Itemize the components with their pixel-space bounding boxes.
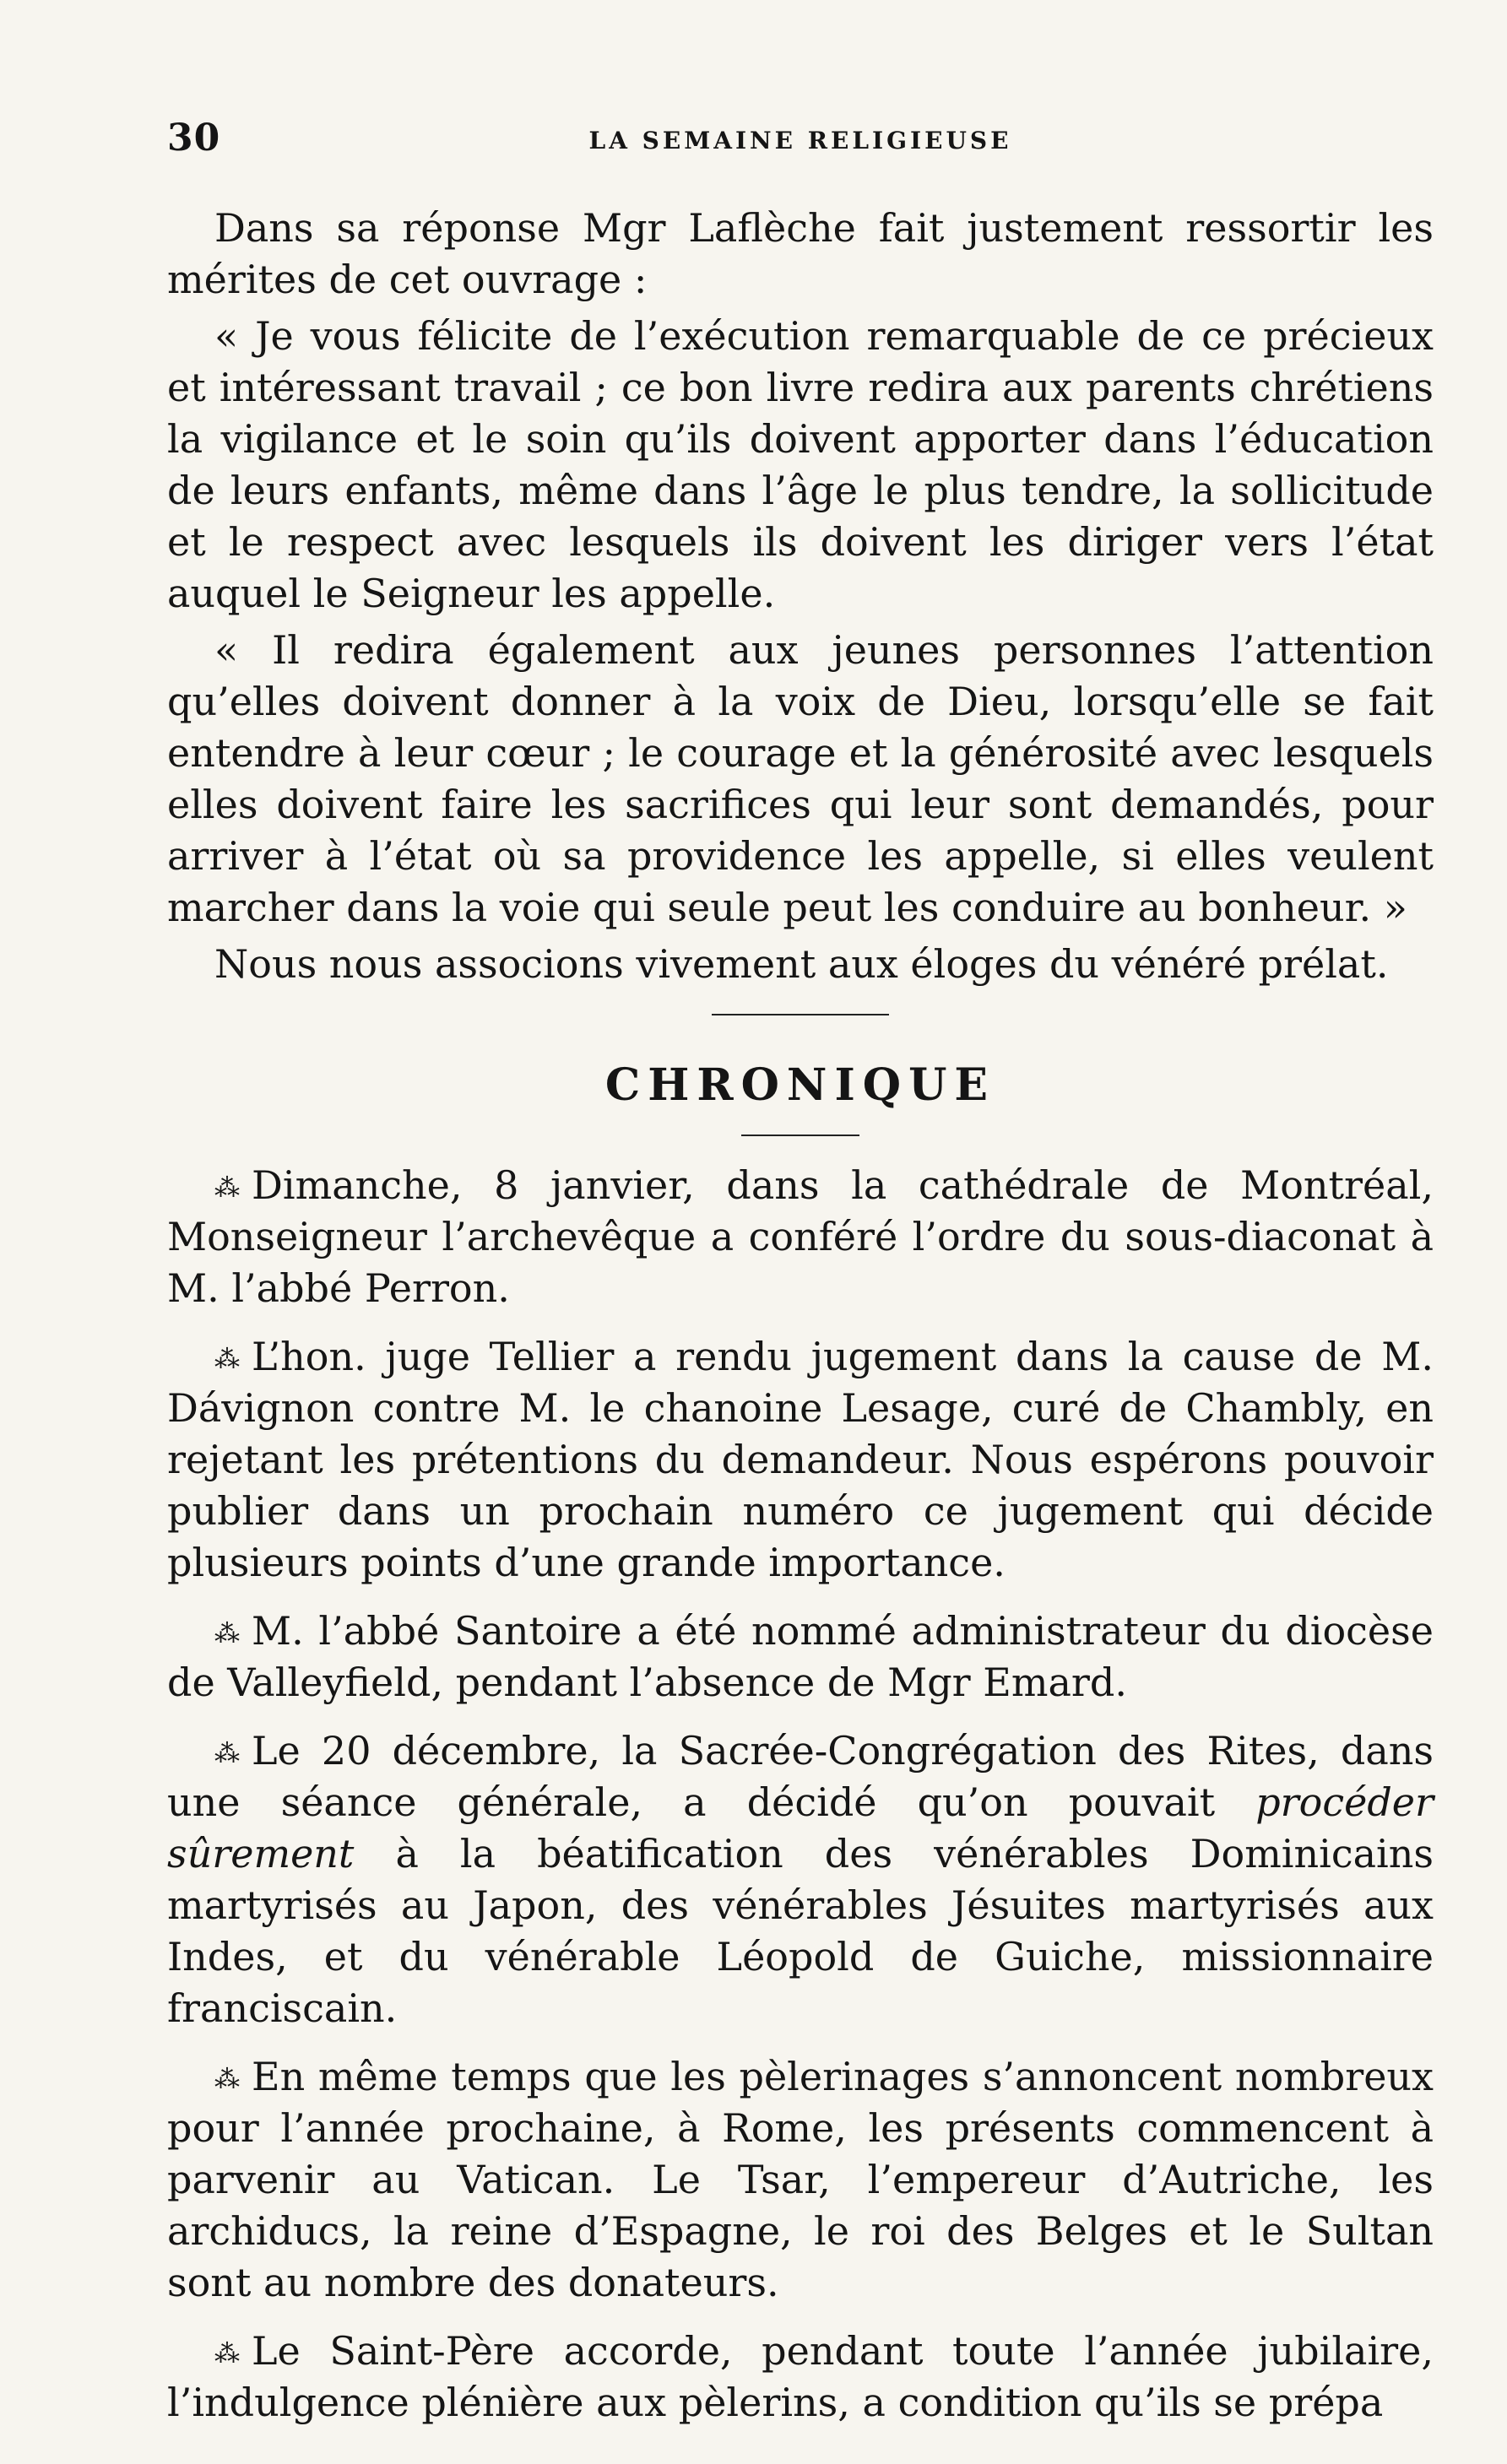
chronicle-item-italic: procéder sûrement <box>167 1779 1434 1876</box>
chronicle-item-text: Dimanche, 8 janvier, dans la cathédrale de Montréal, Monseigneur l’archevêque a conféré l’ordre du sous-diaconat à M. l’abbé Perron. <box>167 1162 1434 1311</box>
asterism-mark: ⁂ <box>214 2339 240 2369</box>
asterism-mark: ⁂ <box>214 1173 240 1203</box>
asterism-mark: ⁂ <box>214 1345 240 1374</box>
page-number: 30 <box>167 116 221 160</box>
chronicle-item <box>167 1331 1434 1589</box>
running-title: LA SEMAINE RELIGIEUSE <box>588 127 1012 154</box>
intro-text <box>167 203 1434 990</box>
chronicle-item-text: Le Saint-Père accorde, pendant toute l’année jubilaire, l’indulgence plénière aux pèlerins, a condition qu’ils se prépa <box>167 2328 1434 2425</box>
asterism-mark: ⁂ <box>214 2065 240 2094</box>
section-divider <box>712 1014 889 1015</box>
chronicle-item-text: L’hon. juge Tellier a rendu jugement dans la cause de M. Dávignon contre M. le chanoine Lesage, curé de Chambly, en rejetant les prétentions du demandeur. Nous espérons pouvoir publier dans un prochain numéro ce jugement qui décide plusieurs points d’une grande importance. <box>167 1334 1434 1585</box>
asterism-mark: ⁂ <box>214 1739 240 1768</box>
chronicle-item <box>167 1160 1434 1314</box>
quote-paragraph: « Il redira également aux jeunes personnes l’attention qu’elles doivent donner à la voix de Dieu, lorsqu’elle se fait entendre à leur cœur ; le courage et la générosité avec lesquels elles doivent faire les sacrifices qui leur sont demandés, pour arriver à l’état où sa providence les appelle, si elles veulent marcher dans la voie qui seule peut les conduire au bonheur. » <box>167 627 1434 930</box>
quote-paragraph: « Je vous félicite de l’exécution remarquable de ce précieux et intéressant travail ; ce bon livre redira aux parents chrétiens la vigilance et le soin qu’ils doivent apporter dans l’éducation de leurs enfants, même dans l’âge le plus tendre, la sollicitude et le respect avec lesquels ils doivent les diriger vers l’état auquel le Seigneur les appelle. <box>167 313 1434 616</box>
section-title: CHRONIQUE <box>604 1059 996 1111</box>
chronicle-item <box>167 2326 1434 2429</box>
intro-paragraph: Dans sa réponse Mgr Laflèche fait justement ressortir les mérites de cet ouvrage : <box>167 205 1434 302</box>
chronicle-item-text: En même temps que les pèlerinages s’annoncent nombreux pour l’année prochaine, à Rome, les présents commencent à parvenir au Vatican. Le Tsar, l’empereur d’Autriche, les archiducs, la reine d’Espagne, le roi des Belges et le Sultan sont au nombre des donateurs. <box>167 2054 1434 2305</box>
closing-paragraph: Nous nous associons vivement aux éloges du vénéré prélat. <box>214 941 1389 987</box>
chronicle-item-text: à la béatification des vénérables Dominicains martyrisés au Japon, des vénérables Jésuites martyrisés aux Indes, et du vénérable Léopold de Guiche, missionnaire franciscain. <box>167 1831 1434 2031</box>
page-header <box>167 101 1434 177</box>
chronicle-item-text: Le 20 décembre, la Sacrée-Congrégation des Rites, dans une séance générale, a décidé qu’on pouvait <box>167 1728 1434 1825</box>
title-underline <box>741 1135 859 1136</box>
chronicle-item <box>167 1606 1434 1709</box>
asterism-mark: ⁂ <box>214 1619 240 1649</box>
chronicle-item <box>167 1725 1434 2034</box>
chronicle-list <box>167 1160 1434 2429</box>
chronicle-item-text: M. l’abbé Santoire a été nommé administrateur du diocèse de Valleyfield, pendant l’absence de Mgr Emard. <box>167 1608 1434 1705</box>
chronicle-item <box>167 2051 1434 2309</box>
page-content <box>167 101 1434 2429</box>
